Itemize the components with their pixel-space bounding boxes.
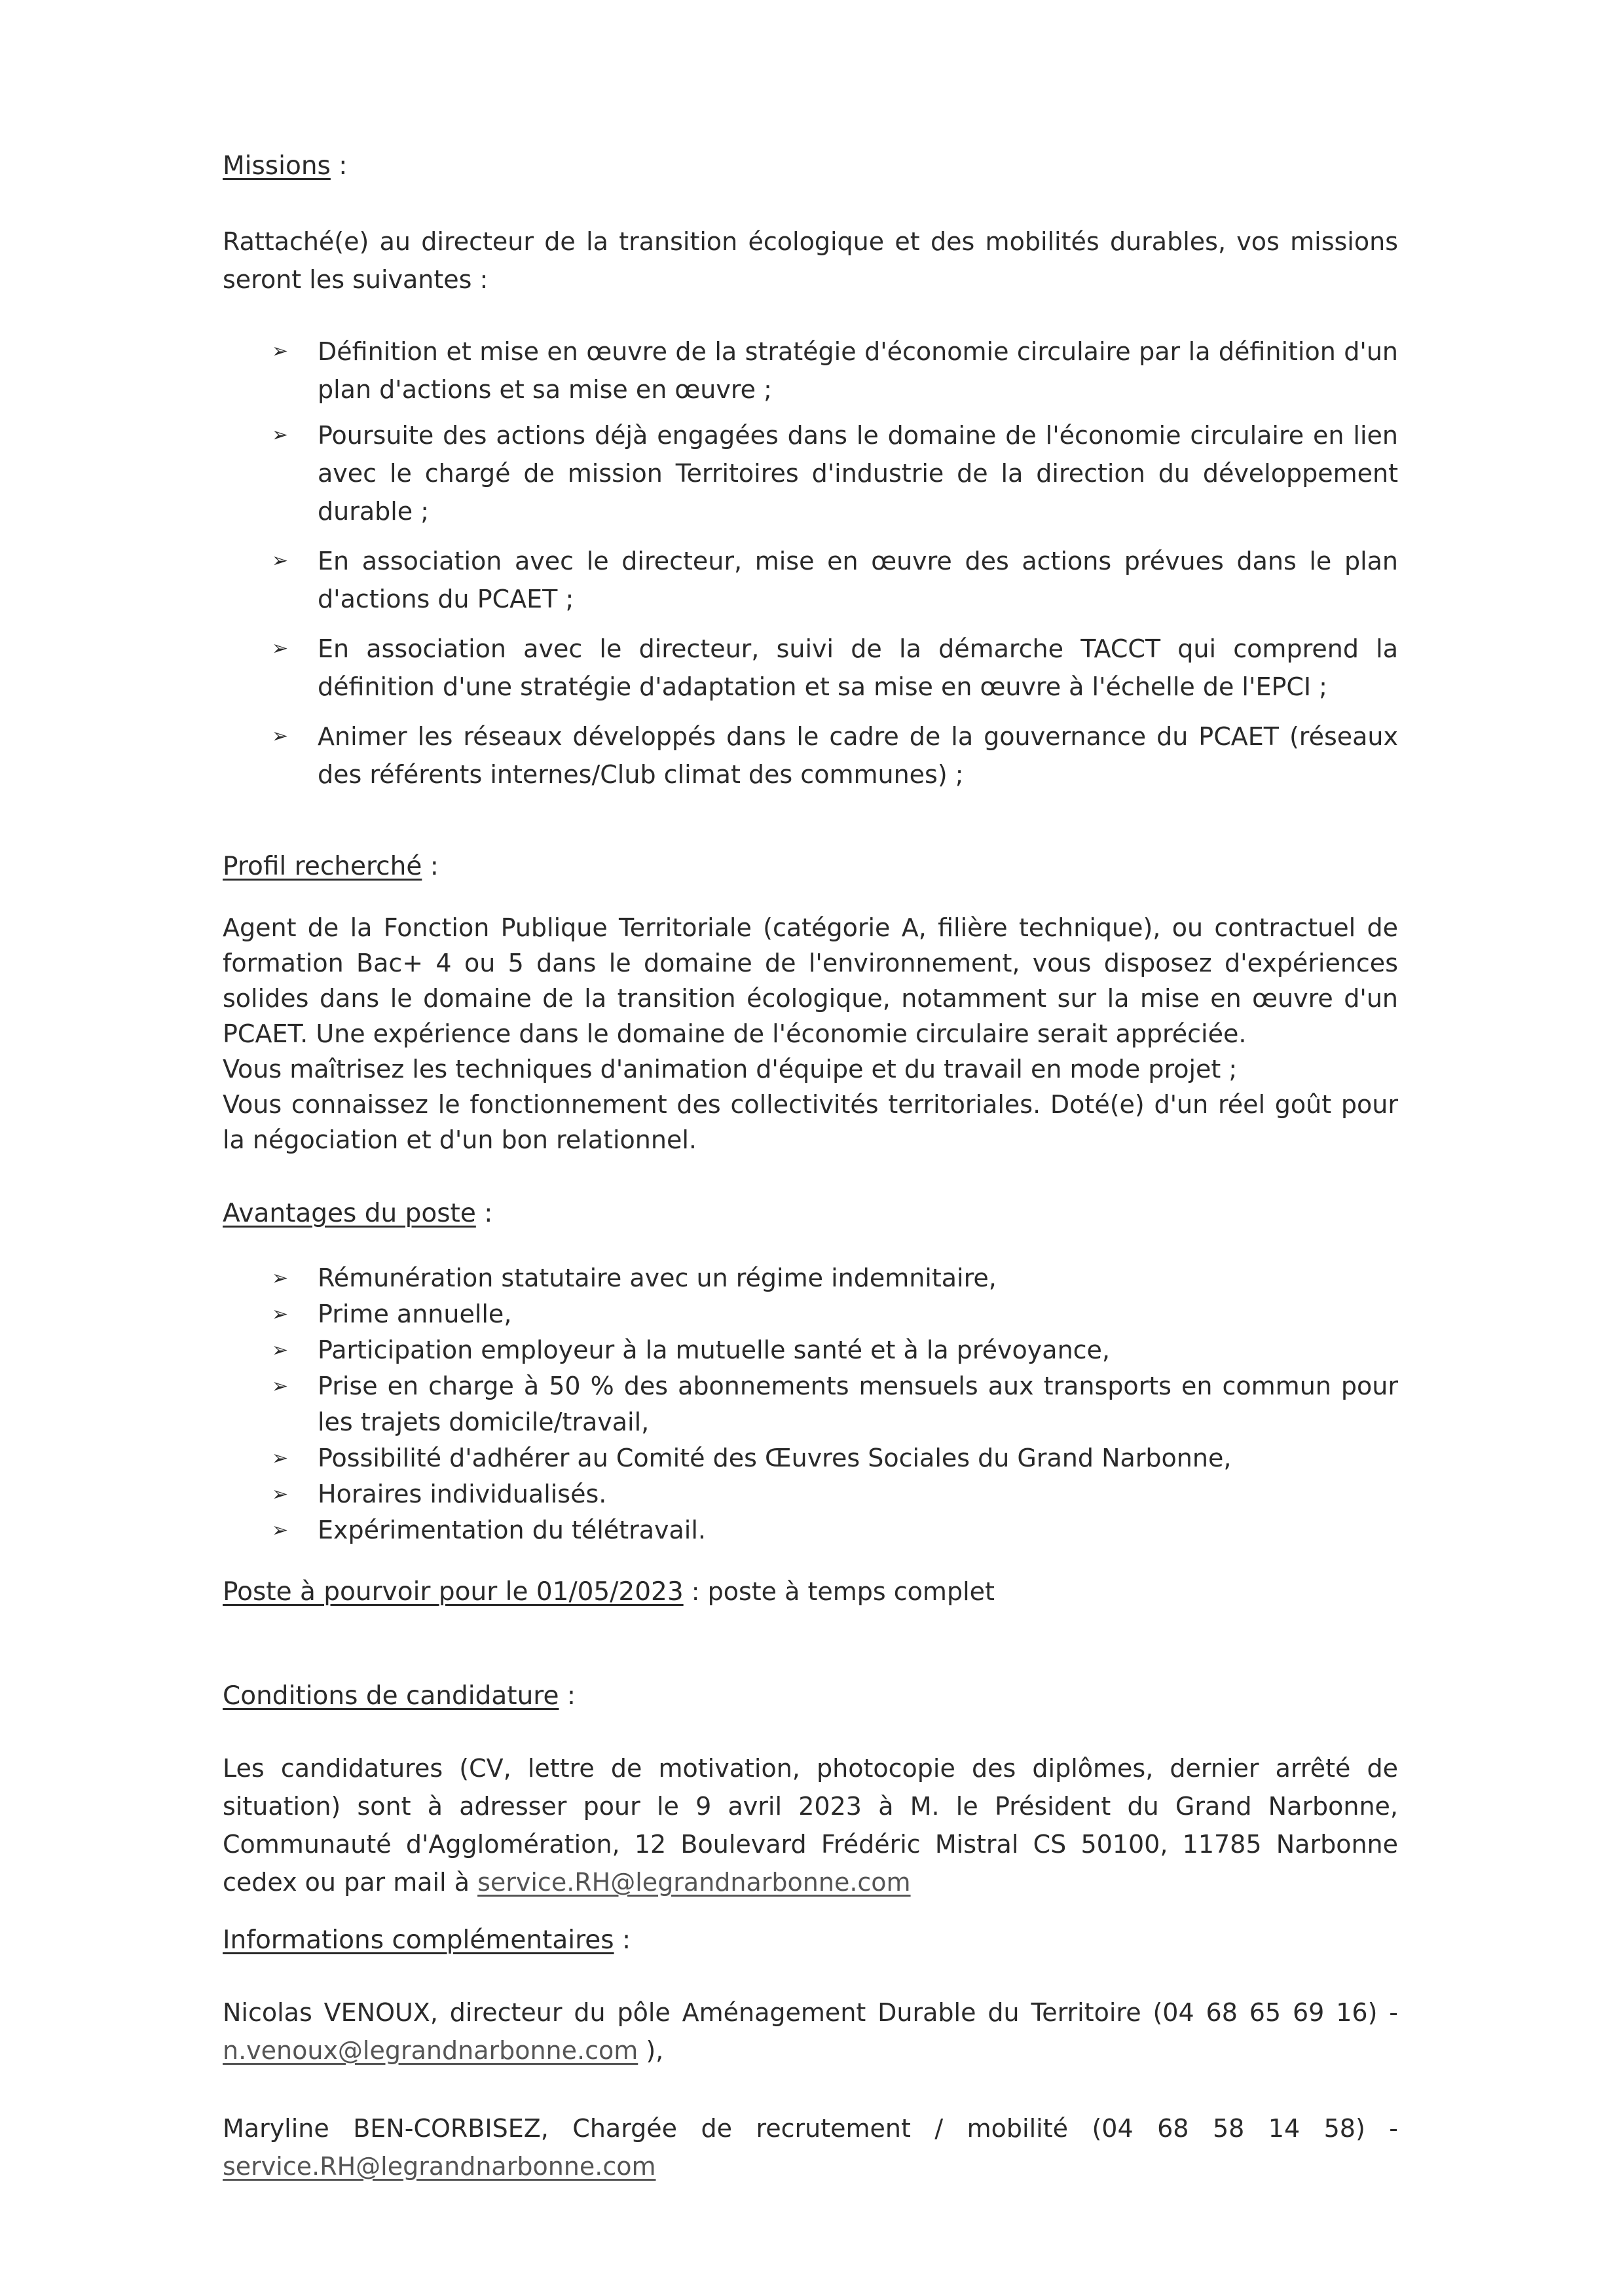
arrow-bullet-icon: ➢ — [272, 1303, 289, 1326]
list-item: ➢ Participation employeur à la mutuelle santé et à la prévoyance, — [223, 1332, 1398, 1368]
list-item: ➢ Prise en charge à 50 % des abonnements mensuels aux transports en commun pour les trajets domicile/travail, — [223, 1368, 1398, 1440]
missions-intro-block — [223, 223, 1398, 299]
informations-heading-text: Informations complémentaires — [223, 1925, 614, 1955]
profil-heading-text: Profil recherché — [223, 852, 422, 881]
list-item: ➢ Prime annuelle, — [223, 1296, 1398, 1332]
poste-text: poste à temps complet — [707, 1577, 995, 1606]
missions-heading-text: Missions — [223, 151, 331, 181]
profil-heading: Profil recherché : — [223, 852, 439, 881]
poste-section — [223, 1573, 1398, 1611]
avantages-heading: Avantages du poste : — [223, 1199, 493, 1228]
conditions-heading: Conditions de candidature : — [223, 1681, 576, 1711]
avantages-list — [223, 1260, 1398, 1548]
list-item: ➢ Possibilité d'adhérer au Comité des Œuvres Sociales du Grand Narbonne, — [223, 1440, 1398, 1476]
arrow-bullet-icon: ➢ — [272, 549, 289, 572]
contact-1-text: Nicolas VENOUX, directeur du pôle Aménagement Durable du Territoire (04 68 65 69 16) - n.venoux@legrandnarbonne.com ), — [223, 1998, 1398, 2065]
arrow-bullet-icon: ➢ — [272, 1447, 289, 1470]
informations-section — [223, 1922, 1398, 1959]
conditions-body — [223, 1749, 1398, 1901]
arrow-bullet-icon: ➢ — [272, 1267, 289, 1290]
profil-section — [223, 848, 1398, 886]
contact-1 — [223, 1994, 1398, 2069]
arrow-bullet-icon: ➢ — [272, 725, 289, 748]
list-item: ➢ En association avec le directeur, suivi de la démarche TACCT qui comprend la définition d'une stratégie d'adaptation et sa mise en œuvre à l'échelle de l'EPCI ; — [223, 630, 1398, 706]
avantages-heading-text: Avantages du poste — [223, 1199, 476, 1228]
arrow-bullet-icon: ➢ — [272, 424, 289, 446]
list-item: ➢ Poursuite des actions déjà engagées dans le domaine de l'économie circulaire en lien avec le chargé de mission Territoires d'industrie de la direction du développement durable ; — [223, 416, 1398, 530]
arrow-bullet-icon: ➢ — [272, 637, 289, 660]
arrow-bullet-icon: ➢ — [272, 340, 289, 363]
contact-2-email-link[interactable]: service.RH@legrandnarbonne.com — [223, 2152, 656, 2181]
informations-heading: Informations complémentaires : — [223, 1925, 631, 1955]
avantages-section — [223, 1195, 1398, 1233]
arrow-bullet-icon: ➢ — [272, 1483, 289, 1506]
profil-text-1: Agent de la Fonction Publique Territoriale (catégorie A, filière technique), ou contractuel de formation Bac+ 4 ou 5 dans le domaine de l'environnement, vous disposez d'expériences solides dans le domaine de la transition écologique, notamment sur la mise en œuvre d'un PCAET. Une expérience dans le domaine de l'économie circulaire serait appréciée. — [223, 913, 1398, 1048]
arrow-bullet-icon: ➢ — [272, 1519, 289, 1542]
poste-line: Poste à pourvoir pour le 01/05/2023 : poste à temps complet — [223, 1577, 995, 1607]
contact-1-email-link[interactable]: n.venoux@legrandnarbonne.com — [223, 2036, 638, 2065]
list-item: ➢ Expérimentation du télétravail. — [223, 1512, 1398, 1548]
contact-2-text: Maryline BEN-CORBISEZ, Chargée de recrutement / mobilité (04 68 58 14 58) - service.RH@legrandnarbonne.com — [223, 2114, 1398, 2181]
missions-list-block — [223, 333, 1398, 793]
conditions-text: Les candidatures (CV, lettre de motivation, photocopie des diplômes, dernier arrêté de situation) sont à adresser pour le 9 avril 2023 à M. le Président du Grand Narbonne, Communauté d'Agglomération, 12 Boulevard Frédéric Mistral CS 50100, 11785 Narbonne cedex ou par mail à service.RH@legrandnarbonne.com — [223, 1754, 1398, 1897]
list-item: ➢ Rémunération statutaire avec un régime indemnitaire, — [223, 1260, 1398, 1296]
contact-2 — [223, 2109, 1398, 2185]
profil-body — [223, 910, 1398, 1157]
list-item: ➢ Définition et mise en œuvre de la stratégie d'économie circulaire par la définition d'un plan d'actions et sa mise en œuvre ; — [223, 333, 1398, 409]
list-item: ➢ Animer les réseaux développés dans le cadre de la gouvernance du PCAET (réseaux des référents internes/Club climat des communes) ; — [223, 718, 1398, 793]
avantages-list-block — [223, 1260, 1398, 1548]
list-item: ➢ En association avec le directeur, mise en œuvre des actions prévues dans le plan d'actions du PCAET ; — [223, 542, 1398, 618]
profil-text-3: Vous connaissez le fonctionnement des collectivités territoriales. Doté(e) d'un réel goût pour la négociation et d'un bon relationnel. — [223, 1090, 1398, 1154]
conditions-email-link[interactable]: service.RH@legrandnarbonne.com — [477, 1868, 911, 1897]
poste-heading: Poste à pourvoir pour le 01/05/2023 — [223, 1577, 684, 1607]
arrow-bullet-icon: ➢ — [272, 1339, 289, 1362]
missions-heading: Missions : — [223, 151, 348, 181]
conditions-heading-text: Conditions de candidature — [223, 1681, 559, 1711]
missions-intro: Rattaché(e) au directeur de la transition écologique et des mobilités durables, vos missions seront les suivantes : — [223, 227, 1398, 294]
profil-text-2: Vous maîtrisez les techniques d'animation d'équipe et du travail en mode projet ; — [223, 1055, 1238, 1084]
conditions-section — [223, 1677, 1398, 1715]
missions-section — [223, 147, 1398, 185]
arrow-bullet-icon: ➢ — [272, 1375, 289, 1398]
list-item: ➢ Horaires individualisés. — [223, 1476, 1398, 1512]
missions-list — [223, 333, 1398, 793]
